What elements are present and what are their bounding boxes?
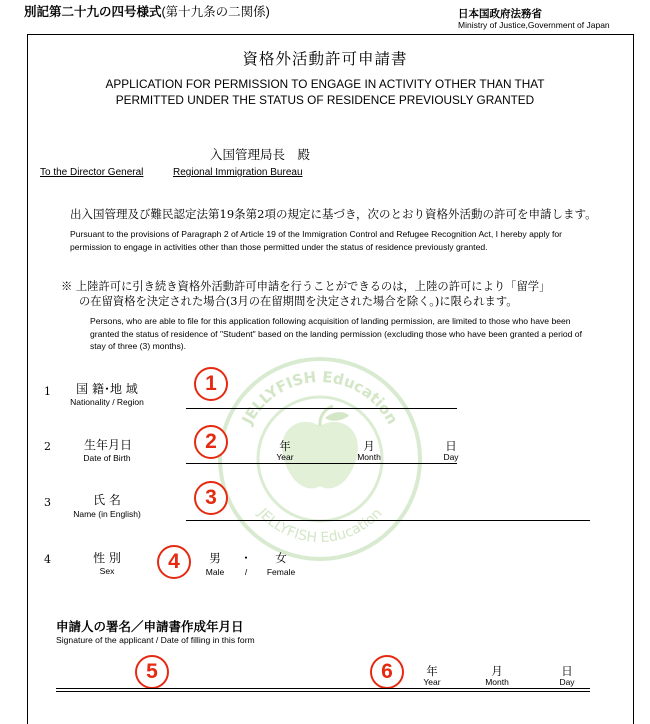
field-number: 1 [44,385,51,398]
badge-marker: 4 [157,545,191,579]
name-label-jp: 氏 名 [93,493,121,507]
nationality-input-line[interactable] [186,408,457,409]
form-title-en-line2: PERMITTED UNDER THE STATUS OF RESIDENCE PREVIOUSLY GRANTED [115,93,535,107]
badge-marker: 1 [194,367,228,401]
ministry-jp: 日本国政府法務省 [458,8,542,20]
name-input-line[interactable] [186,520,590,521]
sig-year-jp: 年 [426,664,438,678]
sex-label-en: Sex [99,566,115,576]
addressee-jp: 入国管理局長 殿 [210,147,311,162]
svg-text:JELLYFISH Education [254,505,386,546]
badge-marker: 6 [370,655,404,689]
sig-year-en: Year [423,677,441,687]
note-jp-line1: ※ 上陸許可に引き続き資格外活動許可申請を行うことができるのは，上陸の許可により「留学」 [61,280,551,293]
sex-male-option-en[interactable]: Male [205,567,225,577]
watermark-text-bottom: JELLYFISH Education [254,505,386,547]
dob-year-jp: 年 [279,439,291,453]
field-number: 2 [44,440,51,453]
sex-separator-dot: ・ [240,553,252,565]
sig-month-en: Month [485,677,509,687]
note-jp [61,279,581,309]
sig-month-jp: 月 [491,664,503,678]
form-reference: (第十九条の二関係) [161,5,270,19]
sex-female-option-jp[interactable]: 女 [275,551,287,565]
form-number-text: 別記第二十九の四号様式 [24,5,162,19]
signature-input-line[interactable] [56,688,590,689]
dob-day-jp: 日 [445,439,457,453]
badge-marker: 2 [194,425,228,459]
dob-input-line[interactable] [186,463,457,464]
signature-input-line-double [56,691,590,692]
sig-day-en: Day [559,677,575,687]
signature-label-jp: 申請人の署名／申請書作成年月日 [56,620,244,634]
note-jp-line2: の在留資格を決定された場合(3月の在留期間を決定された場合を除く。)に限られます。 [79,295,518,308]
sex-separator-slash: / [244,567,248,577]
field-number: 4 [44,553,51,566]
form-number [24,2,270,20]
name-label-en: Name (in English) [73,509,141,519]
dob-month-jp: 月 [363,439,375,453]
addressee-en-bureau: Regional Immigration Bureau [173,167,303,178]
signature-label-en: Signature of the applicant / Date of filling in this form [56,635,255,645]
form-title-en-line1: APPLICATION FOR PERMISSION TO ENGAGE IN ACTIVITY OTHER THAN THAT [105,77,545,91]
nationality-label-jp: 国 籍･地 域 [76,382,138,396]
badge-marker: 3 [194,481,228,515]
sex-male-option-jp[interactable]: 男 [209,551,221,565]
sex-female-option-en[interactable]: Female [266,567,296,577]
form-title-jp: 資格外活動許可申請書 [242,50,408,68]
pursuant-text-en: Pursuant to the provisions of Paragraph 2 of Article 19 of the Immigration Control and Refugee Recognition Act, I hereby apply for permission to engage in activities other than those permitted under the status of residence previously granted. [70,229,563,252]
dob-month-en: Month [357,452,381,462]
dob-label-en: Date of Birth [83,453,131,463]
form-title-en [0,76,650,108]
note-en: Persons, who are able to file for this application following acquisition of landing permission, are limited to those who have been granted the status of residence of "Student" based on the landing permission (excluding those who have been granted a period of stay of three (3) months). [90,316,582,351]
dob-label-jp: 生年月日 [83,438,132,452]
ministry-en: Ministry of Justice,Government of Japan [458,20,610,30]
field-number: 3 [44,496,51,509]
badge-marker: 5 [135,655,169,689]
dob-day-en: Day [443,452,459,462]
jellyfish-watermark [215,354,425,564]
nationality-label-en: Nationality / Region [70,397,144,407]
pursuant-text-jp: 出入国管理及び難民認定法第19条第2項の規定に基づき，次のとおり資格外活動の許可を申請します。 [70,207,597,221]
sig-day-jp: 日 [561,664,573,678]
sex-label-jp: 性 別 [93,551,121,565]
watermark-text-top: JELLYFISH Education [238,367,402,428]
addressee-en-director: To the Director General [40,167,144,178]
dob-year-en: Year [276,452,294,462]
